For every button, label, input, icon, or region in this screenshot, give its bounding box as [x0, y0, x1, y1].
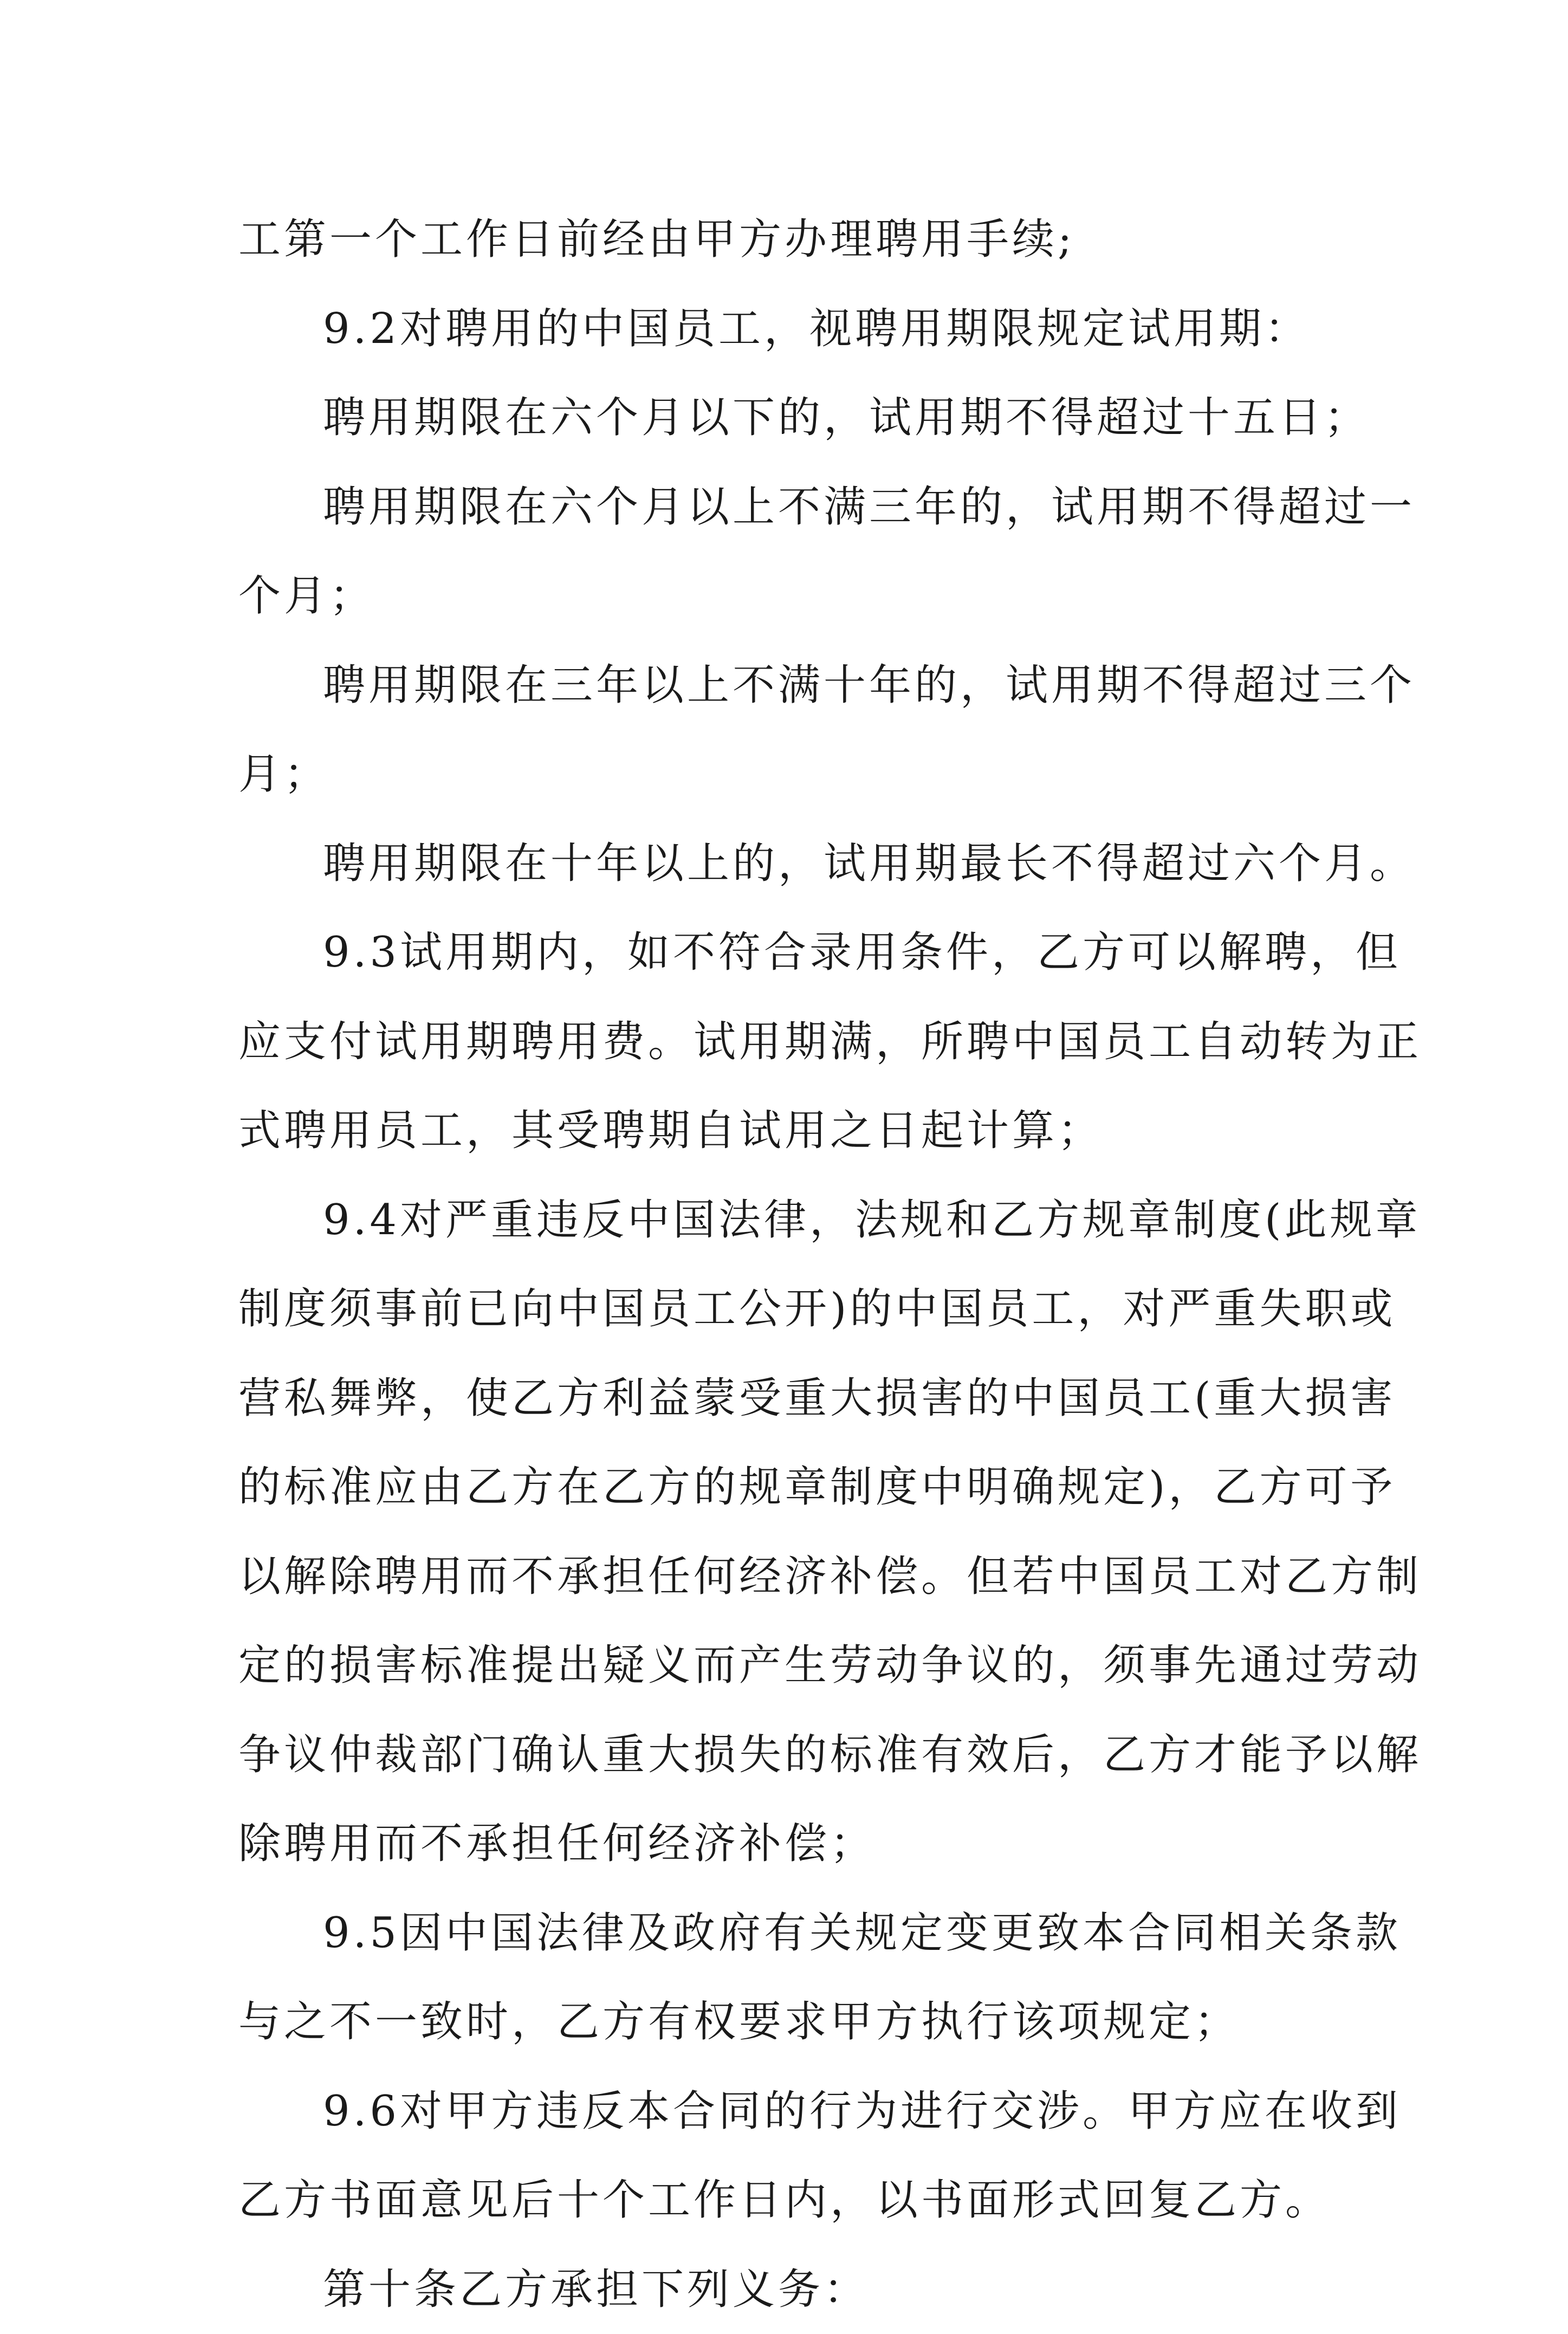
text-line-15: 的标准应由乙方在乙方的规章制度中明确规定)，乙方可予: [238, 1443, 1338, 1532]
text-line-20: 9.5因中国法律及政府有关规定变更致本合同相关条款: [238, 1889, 1338, 1978]
text-line-19: 除聘用而不承担任何经济补偿；: [238, 1799, 1338, 1889]
text-line-21: 与之不一致时，乙方有权要求甲方执行该项规定；: [238, 1978, 1338, 2067]
text-line-17: 定的损害标准提出疑义而产生劳动争议的，须事先通过劳动: [238, 1621, 1338, 1710]
text-line-7: 月；: [238, 730, 1338, 819]
text-line-22: 9.6对甲方违反本合同的行为进行交涉。甲方应在收到: [238, 2067, 1338, 2156]
text-line-8: 聘用期限在十年以上的，试用期最长不得超过六个月。: [238, 819, 1338, 909]
text-line-9: 9.3试用期内，如不符合录用条件，乙方可以解聘，但: [238, 908, 1338, 997]
text-line-12: 9.4对严重违反中国法律，法规和乙方规章制度(此规章: [238, 1176, 1338, 1265]
text-line-11: 式聘用员工，其受聘期自试用之日起计算；: [238, 1086, 1338, 1176]
text-line-10: 应支付试用期聘用费。试用期满，所聘中国员工自动转为正: [238, 997, 1338, 1087]
text-line-3: 聘用期限在六个月以下的，试用期不得超过十五日；: [238, 373, 1338, 463]
text-line-18: 争议仲裁部门确认重大损失的标准有效后，乙方才能予以解: [238, 1710, 1338, 1800]
text-line-14: 营私舞弊，使乙方利益蒙受重大损害的中国员工(重大损害: [238, 1354, 1338, 1443]
text-line-23: 乙方书面意见后十个工作日内，以书面形式回复乙方。: [238, 2156, 1338, 2245]
text-line-6: 聘用期限在三年以上不满十年的，试用期不得超过三个: [238, 641, 1338, 730]
text-line-1: 工第一个工作日前经由甲方办理聘用手续;: [238, 195, 1338, 284]
text-line-5: 个月；: [238, 552, 1338, 641]
text-line-16: 以解除聘用而不承担任何经济补偿。但若中国员工对乙方制: [238, 1532, 1338, 1622]
text-line-4: 聘用期限在六个月以上不满三年的，试用期不得超过一: [238, 463, 1338, 552]
text-line-2: 9.2对聘用的中国员工，视聘用期限规定试用期：: [238, 284, 1338, 374]
text-line-13: 制度须事前已向中国员工公开)的中国员工，对严重失职或: [238, 1265, 1338, 1354]
document-body: [238, 195, 1338, 2334]
text-line-24: 第十条乙方承担下列义务：: [238, 2245, 1338, 2334]
